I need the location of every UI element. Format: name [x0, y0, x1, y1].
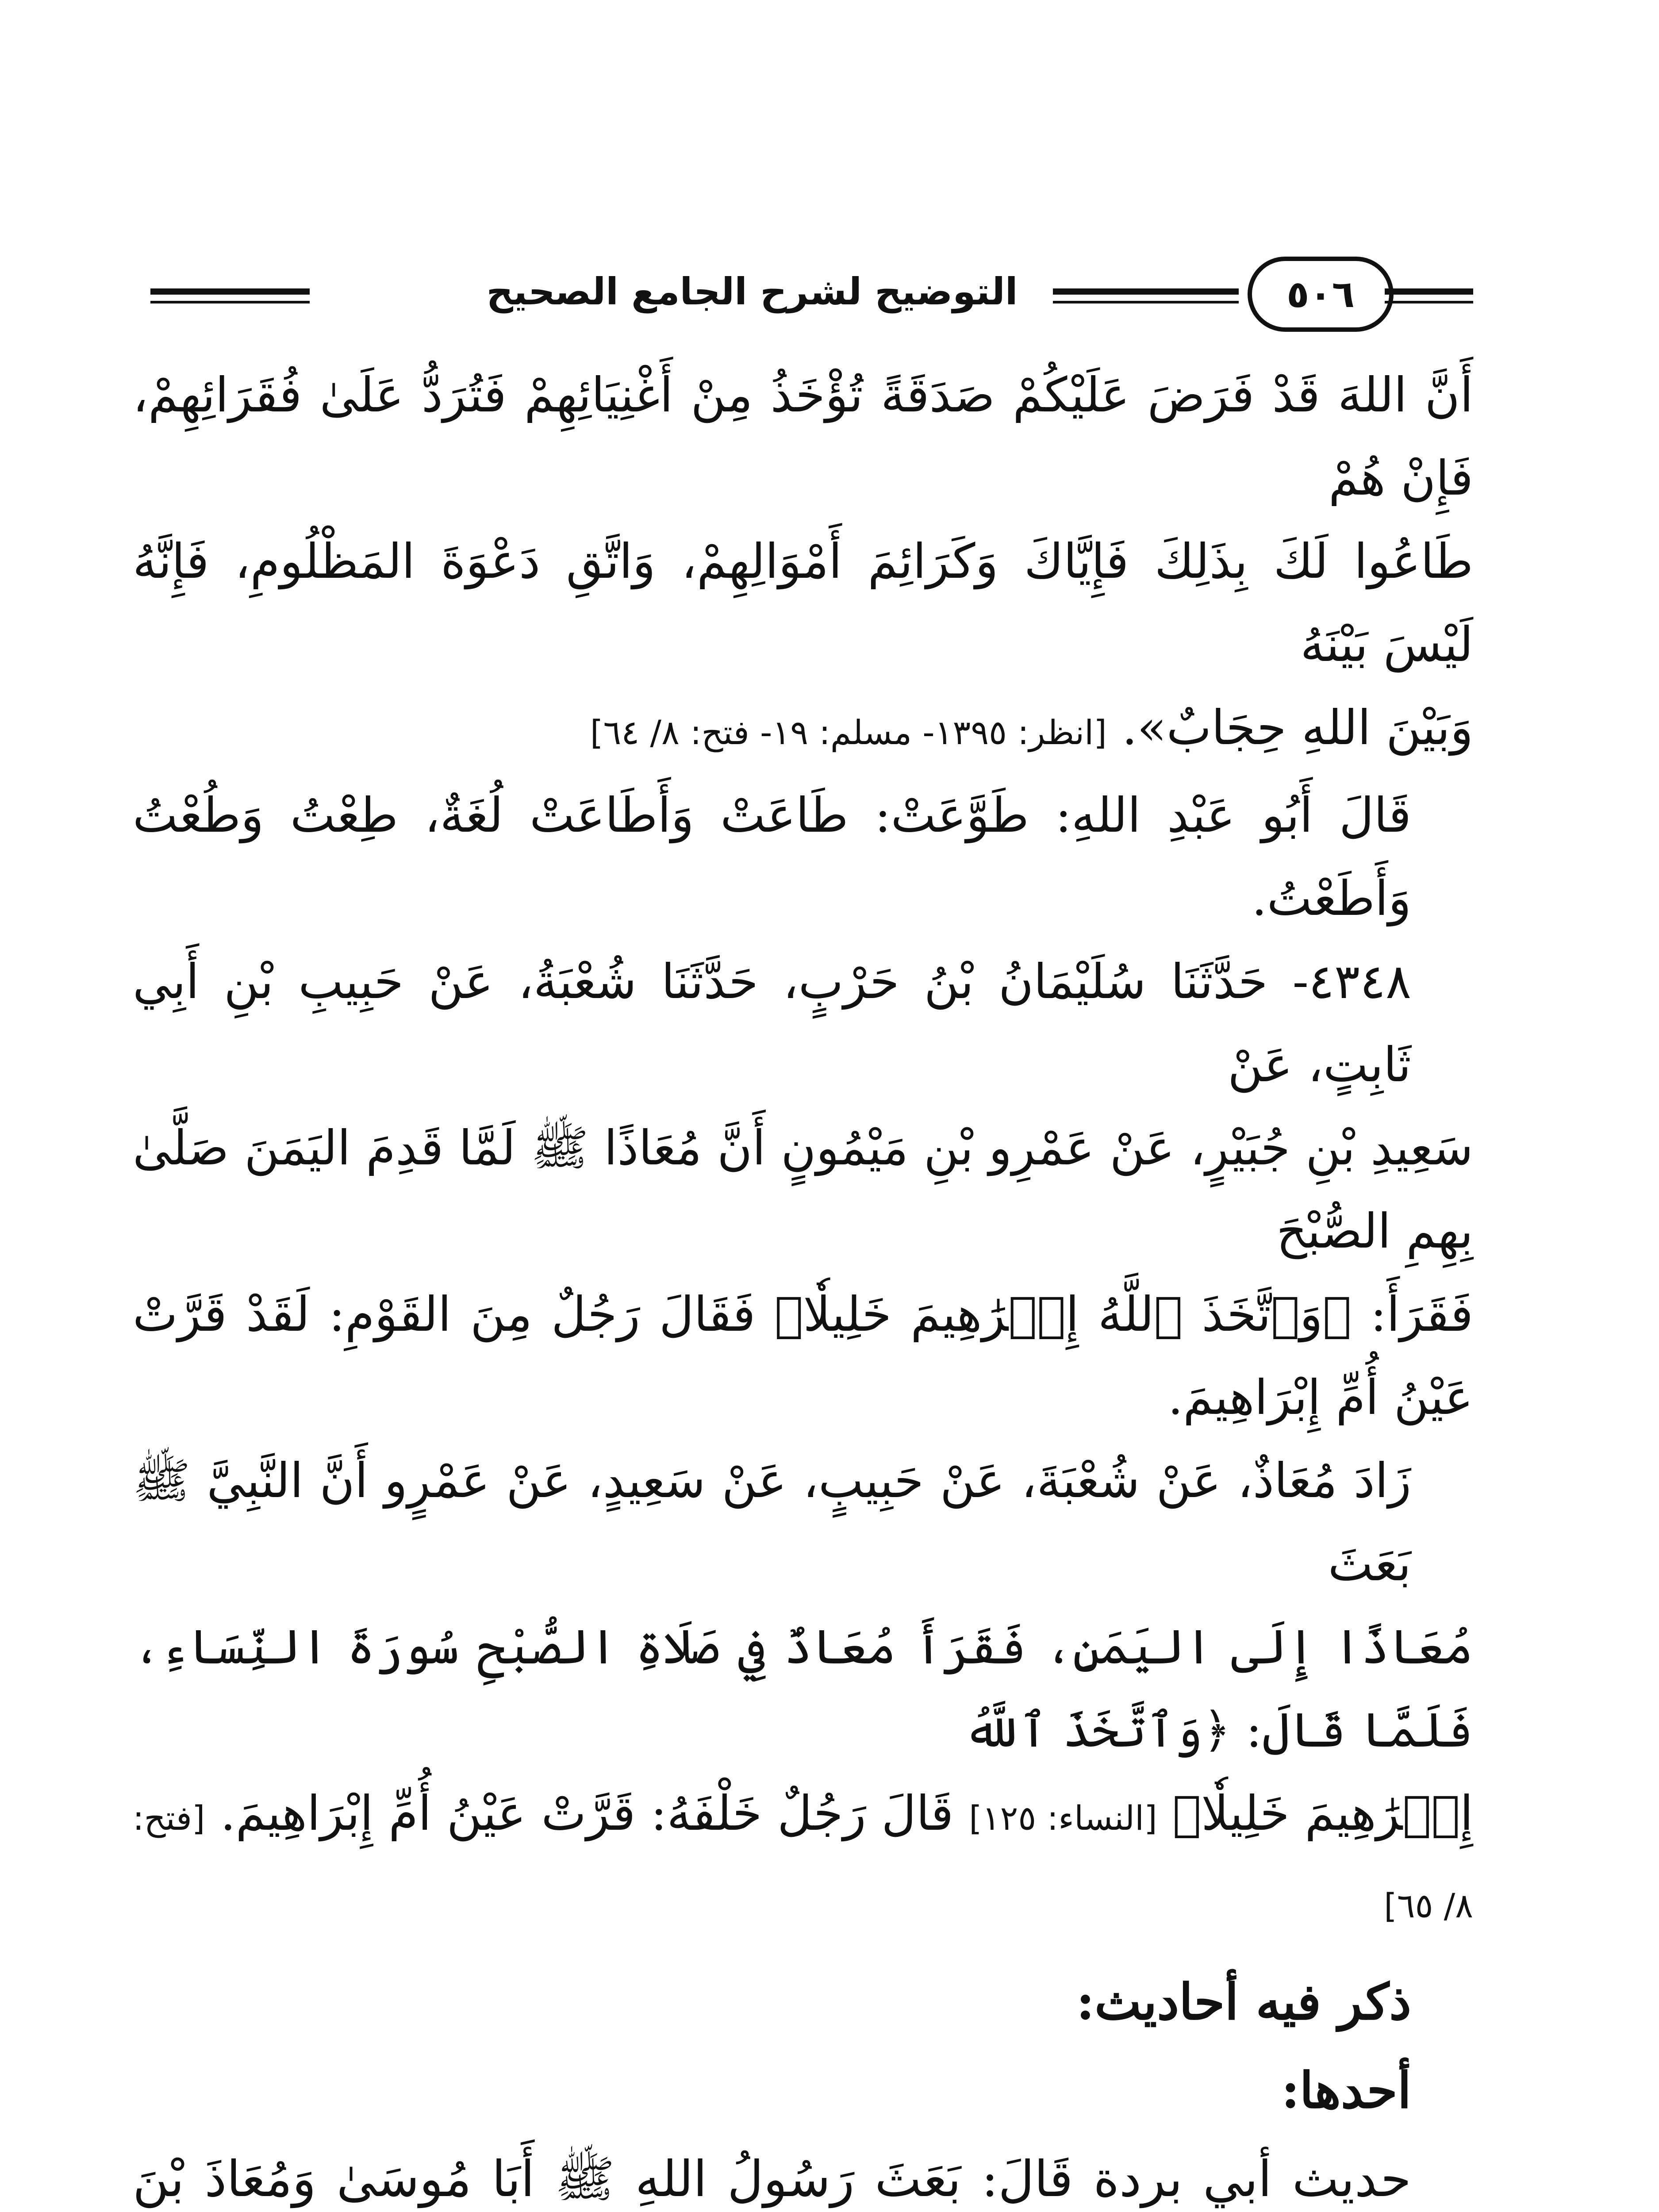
text-line: فَقَرَأَ: ﴿وَٱتَّخَذَ ٱللَّهُ إِبۡرَٰهِيمَ خَلِيلٗا﴾ فَقَالَ رَجُلٌ مِنَ القَوْمِ: لَقَدْ قَرَّتْ عَيْنُ أُمِّ إِبْرَاهِيمَ. — [133, 1287, 1473, 1425]
reference: [فتح: ٨/ ٦٥] — [133, 1798, 1473, 1925]
main-text — [133, 354, 1473, 2212]
page-header — [133, 257, 1473, 341]
hadith-text: وَبَيْنَ اللهِ حِجَابٌ». — [1122, 700, 1473, 756]
hadith-text: قَالَ رَجُلٌ خَلْفَهُ: قَرَّتْ عَيْنُ أُمِّ إِبْرَاهِيمَ. — [220, 1786, 954, 1841]
section-heading: ذكر فيه أحاديث: — [1076, 1973, 1411, 2031]
header-rule — [1385, 288, 1473, 295]
text-line: طَاعُوا لَكَ بِذَلِكَ فَإِيَّاكَ وَكَرَائِمَ أَمْوَالِهِمْ، وَاتَّقِ دَعْوَةَ المَظْلُومِ، فَإِنَّهُ لَيْسَ بَيْنَهُ — [133, 534, 1473, 672]
header-rule — [150, 288, 310, 295]
text-line — [133, 1772, 1473, 1947]
reference: [النساء: ١٢٥] — [969, 1798, 1157, 1838]
text-line: زَادَ مُعَاذٌ، عَنْ شُعْبَةَ، عَنْ حَبِيبٍ، عَنْ سَعِيدٍ، عَنْ عَمْرٍو أَنَّ النَّبِيَّ ﷺ بَعَثَ — [133, 1453, 1411, 1592]
header-rule — [150, 301, 310, 303]
reference: [انظر: ١٣٩٥- مسلم: ١٩- فتح: ٨/ ٦٤] — [590, 713, 1107, 752]
text-line — [133, 687, 1473, 774]
running-title: التوضيح لشرح الجامع الصحيح — [486, 270, 1018, 313]
header-rule — [1385, 301, 1473, 303]
text-line: أَنَّ اللهَ قَدْ فَرَضَ عَلَيْكُمْ صَدَقَةً تُؤْخَذُ مِنْ أَغْنِيَائِهِمْ فَتُرَدُّ عَلَىٰ فُقَرَائِهِمْ، فَإِنْ هُمْ — [133, 368, 1473, 506]
section-heading: أحدها: — [1281, 2062, 1411, 2120]
text-line: ٤٣٤٨- حَدَّثَنَا سُلَيْمَانُ بْنُ حَرْبٍ، حَدَّثَنَا شُعْبَةُ، عَنْ حَبِيبِ بْنِ أَبِي ثَابِتٍ، عَنْ — [133, 954, 1412, 1093]
text-line: مُعَاذًا إِلَى اليَمَنِ، فَقَرَأَ مُعَاذٌ فِي صَلَاةِ الصُّبْحِ سُورَةَ النِّسَاءِ، فَلَمَّا قَالَ: ﴿وَٱتَّخَذَ ٱللَّهُ — [133, 1620, 1473, 1758]
page-number: ٥٠٦ — [1248, 257, 1394, 332]
quran-quote: إِبۡرَٰهِيمَ خَلِيلٗا﴾ — [1172, 1786, 1474, 1841]
text-line: سَعِيدِ بْنِ جُبَيْرٍ، عَنْ عَمْرِو بْنِ مَيْمُونٍ أَنَّ مُعَاذًا ﷺ لَمَّا قَدِمَ اليَمَنَ صَلَّىٰ بِهِمِ الصُّبْحَ — [133, 1121, 1473, 1259]
text-line: حديث أبي بردة قَالَ: بَعَثَ رَسُولُ اللهِ ﷺ أَبَا مُوسَىٰ وَمُعَاذَ بْنَ — [133, 2151, 1411, 2208]
header-rule — [1053, 301, 1239, 303]
header-rule — [1053, 288, 1239, 295]
text-line: قَالَ أَبُو عَبْدِ اللهِ: طَوَّعَتْ: طَاعَتْ وَأَطَاعَتْ لُغَةٌ، طِعْتُ وَطُعْتُ وَأَطَعْتُ. — [133, 788, 1411, 926]
